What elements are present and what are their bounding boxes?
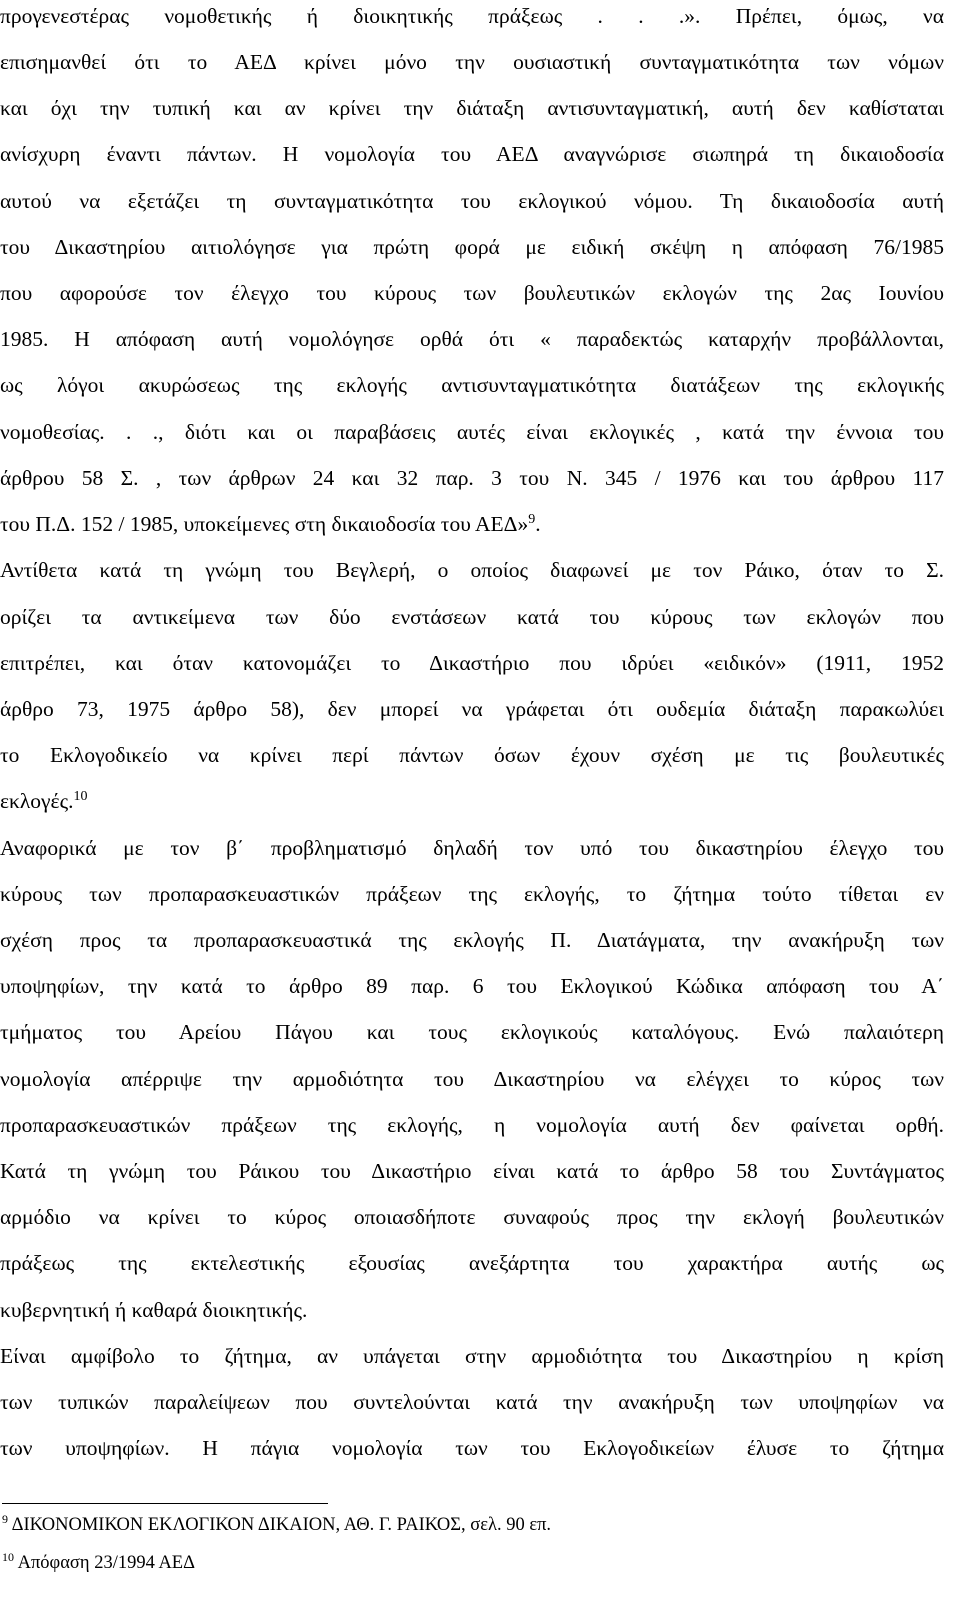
text-line: κυβερνητική ή καθαρά διοικητικής. (0, 1298, 308, 1322)
text-line: νομολογία απέρριψε την αρμοδιότητα του Δικαστηρίου να ελέγχει το κύρος των (0, 1067, 944, 1091)
text-line-tail: . (535, 512, 541, 536)
text-line: προπαρασκευαστικών πράξεων της εκλογής, η νομολογία αυτή δεν φαίνεται ορθή. (0, 1113, 944, 1137)
text-line: ως λόγοι ακυρώσεως της εκλογής αντισυνταγματικότητα διατάξεων της εκλογικής (0, 373, 944, 397)
text-line: επισημανθεί ότι το ΑΕΔ κρίνει μόνο την ουσιαστική συνταγματικότητα των νόμων (0, 50, 944, 74)
text-line: ανίσχυρη έναντι πάντων. Η νομολογία του ΑΕΔ αναγνώρισε σιωπηρά τη δικαιοδοσία (0, 142, 944, 166)
text-line-content: του Π.Δ. 152 / 1985, υποκείμενες στη δικαιοδοσία του ΑΕΔ» (0, 512, 529, 536)
footnote-divider (2, 1503, 328, 1504)
text-line: σχέση προς τα προπαρασκευαστικά της εκλογής Π. Διατάγματα, την ανακήρυξη των (0, 928, 944, 952)
text-line: του Δικαστηρίου αιτιολόγησε για πρώτη φορά με ειδική σκέψη η απόφαση 76/1985 (0, 235, 944, 259)
text-line: τμήματος του Αρείου Πάγου και τους εκλογικούς καταλόγους. Ενώ παλαιότερη (0, 1020, 944, 1044)
text-line: επιτρέπει, και όταν κατονομάζει το Δικαστήριο που ιδρύει «ειδικόν» (1911, 1952 (0, 651, 944, 675)
text-line: 1985. Η απόφαση αυτή νομολόγησε ορθά ότι « παραδεκτώς καταρχήν προβάλλονται, (0, 327, 944, 351)
footnote-10 (2, 1550, 195, 1576)
footnote-9 (2, 1512, 551, 1538)
footnote-text: ΔΙΚΟΝΟΜΙΚΟΝ ΕΚΛΟΓΙΚΟΝ ΔΙΚΑΙΟΝ, ΑΘ. Γ. ΡΑΙΚΟΣ, σελ. 90 επ. (11, 1515, 552, 1535)
text-line: αρμόδιο να κρίνει το κύρος οποιασδήποτε συναφούς προς την εκλογή βουλευτικών (0, 1205, 944, 1229)
text-line: των τυπικών παραλείψεων που συντελούνται κατά την ανακήρυξη των υποψηφίων να (0, 1390, 944, 1414)
text-line (0, 786, 944, 816)
footnote-number: 10 (2, 1549, 14, 1564)
footnote-text: Απόφαση 23/1994 ΑΕΔ (17, 1553, 196, 1573)
text-line: Αναφορικά με τον β΄ προβληματισμό δηλαδή τον υπό του δικαστηρίου έλεγχο του (0, 836, 944, 860)
text-line: ορίζει τα αντικείμενα των δύο ενστάσεων κατά του κύρους των εκλογών που (0, 605, 944, 629)
text-line: άρθρου 58 Σ. , των άρθρων 24 και 32 παρ. 3 του Ν. 345 / 1976 και του άρθρου 117 (0, 466, 944, 490)
text-line: νομοθεσίας. . ., διότι και οι παραβάσεις αυτές είναι εκλογικές , κατά την έννοια του (0, 420, 944, 444)
text-line: και όχι την τυπική και αν κρίνει την διάταξη αντισυνταγματική, αυτή δεν καθίσταται (0, 96, 944, 120)
text-line: Αντίθετα κατά τη γνώμη του Βεγλερή, ο οποίος διαφωνεί με τον Ράικο, όταν το Σ. (0, 558, 944, 582)
footnote-ref-9[interactable]: 9 (528, 511, 536, 527)
text-line: των υποψηφίων. Η πάγια νομολογία των του Εκλογοδικείων έλυσε το ζήτημα (0, 1436, 944, 1460)
footnote-number: 9 (2, 1511, 8, 1526)
text-line: προγενεστέρας νομοθετικής ή διοικητικής πράξεως . . .». Πρέπει, όμως, να (0, 4, 944, 28)
text-line: κύρους των προπαρασκευαστικών πράξεων της εκλογής, το ζήτημα τούτο τίθεται εν (0, 882, 944, 906)
text-line: που αφορούσε τον έλεγχο του κύρους των βουλευτικών εκλογών της 2ας Ιουνίου (0, 281, 944, 305)
text-line-content: εκλογές. (0, 789, 74, 813)
text-line: το Εκλογοδικείο να κρίνει περί πάντων όσων έχουν σχέση με τις βουλευτικές (0, 743, 944, 767)
text-line: Είναι αμφίβολο το ζήτημα, αν υπάγεται στην αρμοδιότητα του Δικαστηρίου η κρίση (0, 1344, 944, 1368)
text-line: αυτού να εξετάζει τη συνταγματικότητα του εκλογικού νόμου. Τη δικαιοδοσία αυτή (0, 189, 944, 213)
footnote-ref-10[interactable]: 10 (73, 788, 88, 804)
text-line: υποψηφίων, την κατά το άρθρο 89 παρ. 6 του Εκλογικού Κώδικα απόφαση του Α΄ (0, 974, 944, 998)
text-line: πράξεως της εκτελεστικής εξουσίας ανεξάρτητα του χαρακτήρα αυτής ως (0, 1251, 944, 1275)
text-line: άρθρο 73, 1975 άρθρο 58), δεν μπορεί να γράφεται ότι ουδεμία διάταξη παρακωλύει (0, 697, 944, 721)
text-line: Κατά τη γνώμη του Ράικου του Δικαστήριο είναι κατά το άρθρο 58 του Συντάγματος (0, 1159, 944, 1183)
text-line (0, 509, 944, 539)
